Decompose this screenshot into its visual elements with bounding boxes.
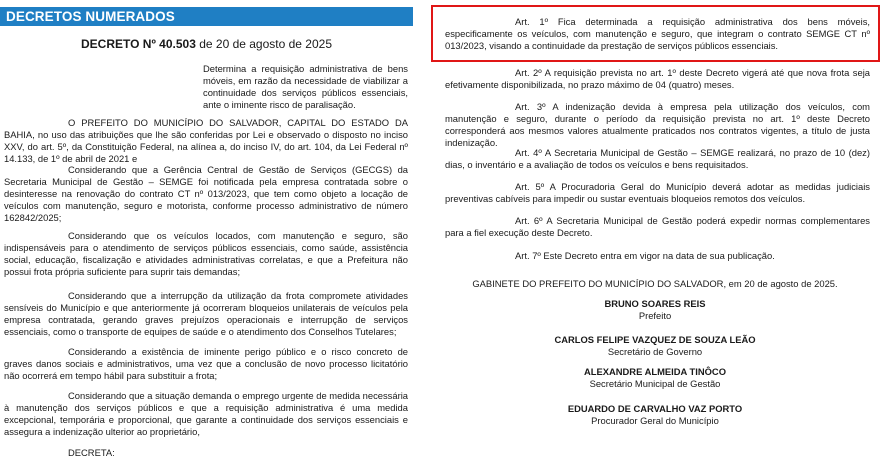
signature-block <box>430 334 880 358</box>
signatory-name: CARLOS FELIPE VAZQUEZ DE SOUZA LEÃO <box>554 334 756 345</box>
article-7: Art. 7º Este Decreto entra em vigor na data de sua publicação. <box>515 250 775 261</box>
article-4: Art. 4º A Secretaria Municipal de Gestão – SEMGE realizará, no prazo de 10 (dez) dias, o inventário e a avaliação de todos os veículos e bens requisitados. <box>445 147 870 170</box>
signatory-name: ALEXANDRE ALMEIDA TINÔCO <box>583 366 726 377</box>
signatory-role: Secretário Municipal de Gestão <box>589 378 721 389</box>
article-6: Art. 6º A Secretaria Municipal de Gestão poderá expedir normas complementares para a fiel execução deste Decreto. <box>445 215 870 238</box>
decree-summary: Determina a requisição administrativa de bens móveis, em razão da necessidade de viabilizar a continuidade dos serviços públicos essenciais, ante o iminente risco de paralisação. <box>203 63 408 110</box>
decree-date: de 20 de agosto de 2025 <box>195 37 332 51</box>
signature-block <box>430 366 880 390</box>
considerando-paragraph: Considerando que a interrupção da utilização da frota compromete atividades sensíveis do Município e que anteriormente já ocorreram bloqueios unilaterais de veículos pela empresa contratada, gerando graves prejuízos operacionais e interrupção de serviços essenciais, como o transporte de equipes de saúde e o atendimento dos Conselhos Tutelares; <box>4 290 408 337</box>
article-2: Art. 2º A requisição prevista no art. 1º deste Decreto vigerá até que nova frota seja efetivamente disponibilizada, no prazo máximo de 04 (quatro) meses. <box>445 67 870 90</box>
considerando-paragraph: Considerando a existência de iminente perigo público e o risco concreto de graves danos sociais e administrativos, uma vez que a conclusão de novo processo licitatório não ocorrerá em tempo hábil para substituir a frota; <box>4 346 408 381</box>
signatory-role: Secretário de Governo <box>607 346 703 357</box>
signatory-name: EDUARDO DE CARVALHO VAZ PORTO <box>567 403 743 414</box>
article-5: Art. 5º A Procuradoria Geral do Município deverá adotar as medidas judiciais preventivas cabíveis para impedir ou sustar eventuais bloqueios remotos dos veículos. <box>445 181 870 204</box>
preamble-paragraph: O PREFEITO DO MUNICÍPIO DO SALVADOR, CAPITAL DO ESTADO DA BAHIA, no uso das atribuições que lhe são conferidas por Lei e observado o disposto no inciso XXV, do art. 5º, da Constituição Federal, na alínea a, do inciso IV, do art. 104, da Lei Federal nº 14.133, de 1º de abril de 2021 e <box>4 117 408 164</box>
signature-block <box>430 403 880 427</box>
decreta-label: DECRETA: <box>68 447 115 458</box>
signatory-role: Prefeito <box>638 310 672 321</box>
considerando-paragraph: Considerando que os veículos locados, com manutenção e seguro, são indispensáveis para o atendimento de serviços públicos essenciais, como saúde, assistência social, educação, fiscalização e atividades administrativas correlatas, e que a Prefeitura não possui frota própria suficiente para suprir tais demandas; <box>4 230 408 277</box>
considerando-paragraph: Considerando que a situação demanda o emprego urgente de medida necessária à manutenção dos serviços públicos e que a requisição administrativa é uma medida excepcional, temporária e proporcional, que garante a continuidade dos serviços essenciais e assegura a indenização ulterior ao proprietário, <box>4 390 408 437</box>
article-3: Art. 3º A indenização devida à empresa pela utilização dos veículos, com manutenção e seguro, durante o período da requisição prevista no art. 1º deste Decreto corresponderá aos mesmos valores atualmente praticados nos contratos vigentes, a título de justa indenização. <box>445 101 870 148</box>
decree-number: DECRETO Nº 40.503 <box>81 37 196 51</box>
article-1: Art. 1º Fica determinada a requisição administrativa dos bens móveis, especificamente os veículos, com manutenção e seguro, que integram o contrato SEMGE CT nº 013/2023, visando a continuidade da prestação de serviços públicos essenciais. <box>445 16 870 51</box>
signature-block <box>430 298 880 322</box>
signatory-name: BRUNO SOARES REIS <box>604 298 706 309</box>
decree-title <box>0 38 413 50</box>
gabinete-line: GABINETE DO PREFEITO DO MUNICÍPIO DO SALVADOR, em 20 de agosto de 2025. <box>472 278 838 289</box>
signatory-role: Procurador Geral do Município <box>591 415 719 426</box>
section-header: DECRETOS NUMERADOS <box>0 7 413 26</box>
considerando-paragraph: Considerando que a Gerência Central de Gestão de Serviços (GECGS) da Secretaria Municipal de Gestão – SEMGE foi notificada pela empresa contratada sobre o desinteresse na renovação do contrato CT nº 013/2023, que tem como objeto a locação de veículos com manutenção, seguro e motorista, conforme processo administrativo de número 162842/2025; <box>4 164 408 223</box>
